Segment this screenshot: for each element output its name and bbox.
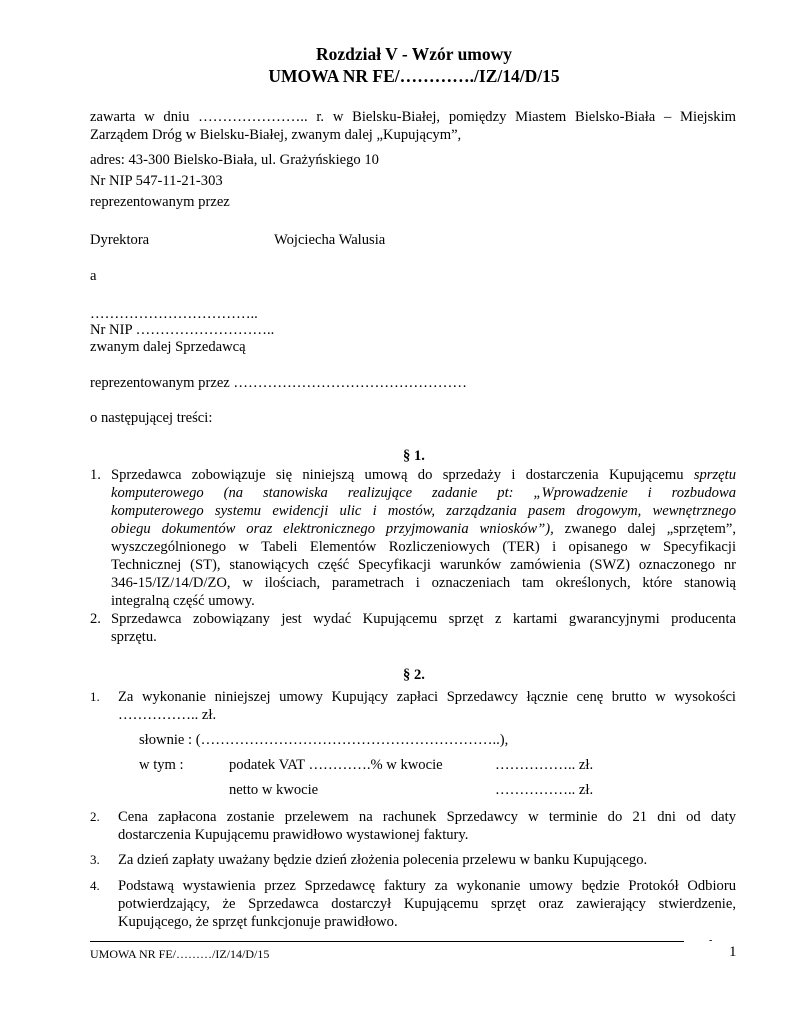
section-2-item-2 <box>118 808 736 844</box>
section-1-item-2-number: 2. <box>90 611 101 627</box>
representative-name: Wojciecha Walusia <box>274 232 386 248</box>
section-2-heading: § 2. <box>403 667 425 683</box>
paragraph-line: 346-15/IZ/14/D/ZO, w ilościach, parametrach i oznaczeniach tam określonych, które stanowią <box>111 575 736 591</box>
paragraph-text: Sprzedawca zobowiązuje się niniejszą umową do sprzedaży i dostarczenia Kupującemu <box>111 467 684 483</box>
section-2-item-1 <box>118 688 736 724</box>
footer-document-reference: UMOWA NR FE/………/IZ/14/D/15 <box>90 947 270 961</box>
paragraph-line: wyszczególnionego w Tabeli Elementów Rozliczeniowych (TER) i opisanego w Specyfikacji <box>111 539 736 555</box>
paragraph-line: integralną część umowy. <box>111 593 255 609</box>
footer-tick-mark: - <box>709 935 713 946</box>
net-label: netto w kwocie <box>229 782 319 798</box>
seller-nip: Nr NIP ……………………….. <box>90 322 275 338</box>
paragraph-line: Podstawą wystawienia przez Sprzedawcę faktury za wykonanie umowy będzie Protokół Odbioru <box>118 878 736 894</box>
intro-line: Zarządem Dróg w Bielsku-Białej, zwanym dalej „Kupującym”, <box>90 127 462 143</box>
paragraph-line: Cena zapłacona zostanie przelewem na rachunek Sprzedawcy w terminie do 21 dni od daty <box>118 809 736 825</box>
paragraph-line <box>111 466 736 484</box>
vat-label: podatek VAT ………….% w kwocie <box>229 757 443 773</box>
including-label: w tym : <box>139 757 184 773</box>
paragraph-line <box>111 520 736 538</box>
paragraph-line: potwierdzający, że Sprzedawca dostarczył Kupującemu sprzęt oraz zawierający stwierdzenie, <box>118 896 736 912</box>
buyer-address: adres: 43-300 Bielsko-Biała, ul. Grażyńskiego 10 <box>90 152 379 168</box>
paragraph-line: Sprzedawca zobowiązany jest wydać Kupującemu sprzęt z kartami gwarancyjnymi producenta <box>111 611 736 627</box>
paragraph-line: dostarczenia Kupującemu prawidłowo wystawionej faktury. <box>118 827 469 843</box>
following-content: o następującej treści: <box>90 410 213 426</box>
paragraph-text: zwanego dalej „sprzętem”, <box>564 521 736 537</box>
section-2-item-2-number: 2. <box>90 809 100 824</box>
conjunction-and: a <box>90 268 97 284</box>
section-1-heading: § 1. <box>403 448 425 464</box>
section-1-item-1 <box>111 466 736 610</box>
seller-represented-by: reprezentowanym przez ………………………………………… <box>90 375 467 391</box>
buyer-nip: Nr NIP 547-11-21-303 <box>90 173 223 189</box>
vat-amount: …………….. zł. <box>495 757 594 773</box>
representative-role: Dyrektora <box>90 232 150 248</box>
paragraph-line: Kupującego, że sprzęt funkcjonuje prawidłowo. <box>118 914 398 930</box>
section-2-item-4-number: 4. <box>90 878 100 893</box>
section-1-item-2 <box>111 610 736 646</box>
section-2-item-4 <box>118 877 736 931</box>
seller-called: zwanym dalej Sprzedawcą <box>90 339 246 355</box>
section-1-item-1-number: 1. <box>90 467 101 483</box>
paragraph-line: sprzętu. <box>111 629 157 645</box>
paragraph-line: …………….. zł. <box>118 707 217 723</box>
seller-name-blank: …………………………….. <box>90 306 258 322</box>
page-number: 1 <box>729 944 737 960</box>
paragraph-text-italic: sprzętu <box>693 467 736 483</box>
paragraph-line: komputerowego systemu ewidencji ulic i mostów, zarządzania pasem drogowym, wewnętrznego <box>111 503 736 519</box>
footer-divider <box>90 941 684 942</box>
document-subtitle: UMOWA NR FE/…………./IZ/14/D/15 <box>268 66 560 86</box>
section-2-item-1-number: 1. <box>90 689 100 704</box>
section-2-item-3 <box>118 851 736 869</box>
intro-paragraph <box>90 108 736 144</box>
paragraph-line: Za dzień zapłaty uważany będzie dzień złożenia polecenia przelewu w banku Kupującego. <box>118 852 648 868</box>
buyer-represented-by: reprezentowanym przez <box>90 194 230 210</box>
paragraph-line: komputerowego (na stanowiska realizujące zadanie pt: „Wprowadzenie i rozbudowa <box>111 485 736 501</box>
paragraph-text-italic: obiegu dokumentów oraz elektronicznego przyjmowania wniosków”), <box>111 521 554 537</box>
paragraph-line: Za wykonanie niniejszej umowy Kupujący zapłaci Sprzedawcy łącznie cenę brutto w wysokości <box>118 689 736 705</box>
price-in-words: słownie : (……………………………………………………..), <box>139 732 509 748</box>
section-2-item-3-number: 3. <box>90 852 100 867</box>
paragraph-line: Technicznej (ST), stanowiących część Specyfikacji warunków zamówienia (SWZ) oznaczonego nr <box>111 557 736 573</box>
intro-line: zawarta w dniu ………………….. r. w Bielsku-Białej, pomiędzy Miastem Bielsko-Biała – Miejskim <box>90 109 736 125</box>
document-title: Rozdział V - Wzór umowy <box>315 44 513 64</box>
net-amount: …………….. zł. <box>495 782 594 798</box>
